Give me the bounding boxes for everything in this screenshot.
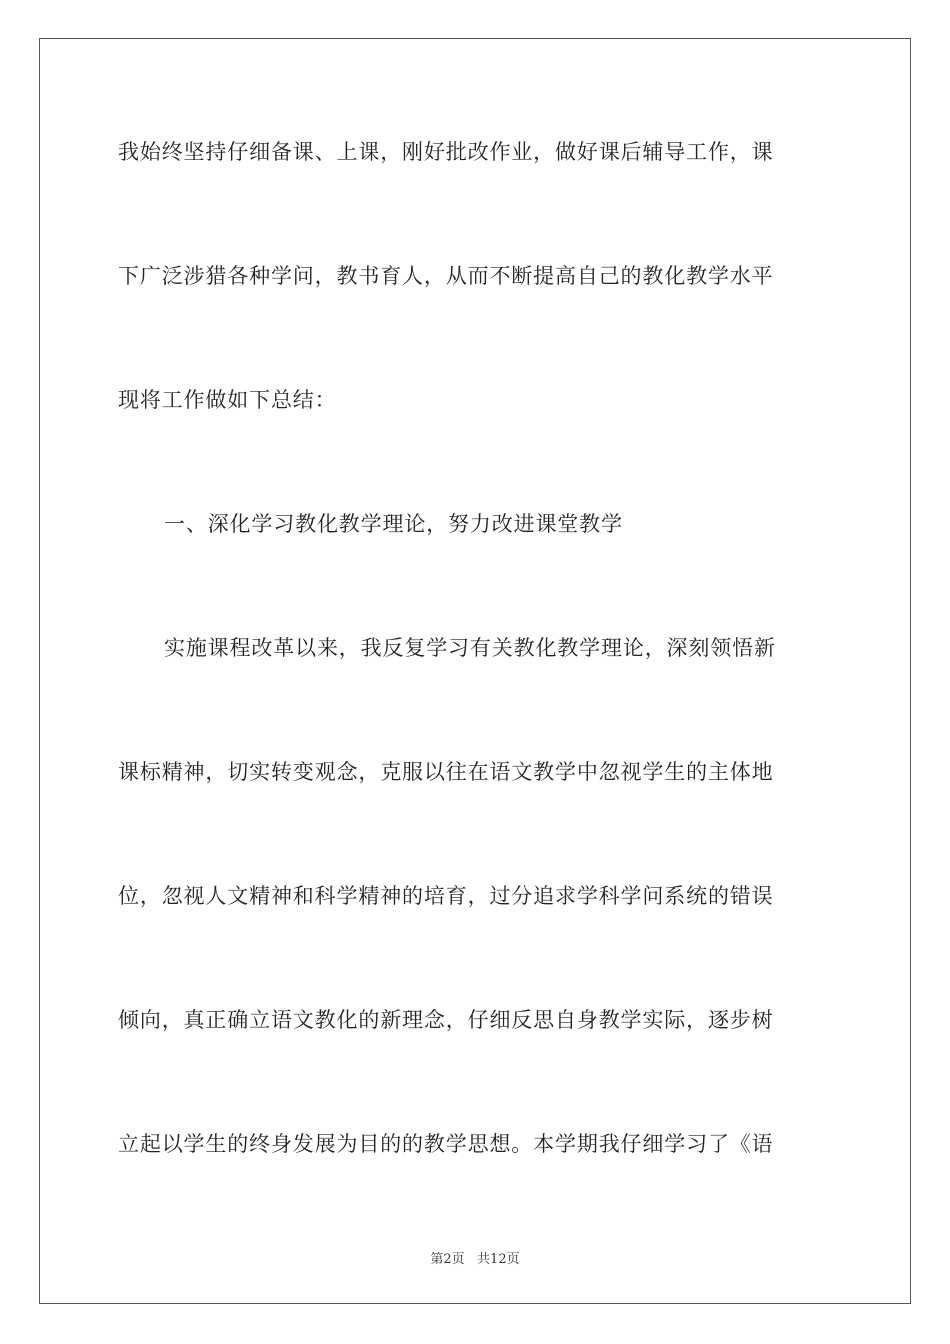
body-text-line-8: 倾向，真正确立语文教化的新理念，仔细反思自身教学实际，逐步树 bbox=[118, 1008, 774, 1032]
body-text-line-5: 实施课程改革以来，我反复学习有关教化教学理论，深刻领悟新 bbox=[164, 636, 776, 660]
section-heading: 一、深化学习教化教学理论，努力改进课堂教学 bbox=[164, 512, 623, 536]
body-text-line-9: 立起以学生的终身发展为目的的教学思想。本学期我仔细学习了《语 bbox=[118, 1132, 774, 1156]
body-text-line-6: 课标精神，切实转变观念，克服以往在语文教学中忽视学生的主体地 bbox=[118, 760, 774, 784]
body-text-line-1: 我始终坚持仔细备课、上课，刚好批改作业，做好课后辅导工作，课 bbox=[118, 140, 774, 164]
page-border bbox=[39, 38, 911, 1304]
body-text-line-7: 位，忽视人文精神和科学精神的培育，过分追求学科学问系统的错误 bbox=[118, 884, 774, 908]
body-text-line-2: 下广泛涉猎各种学问，教书育人，从而不断提高自己的教化教学水平 bbox=[118, 264, 774, 288]
page-number-footer: 第2页 共12页 bbox=[430, 1252, 520, 1267]
body-text-line-3: 现将工作做如下总结： bbox=[118, 388, 337, 412]
